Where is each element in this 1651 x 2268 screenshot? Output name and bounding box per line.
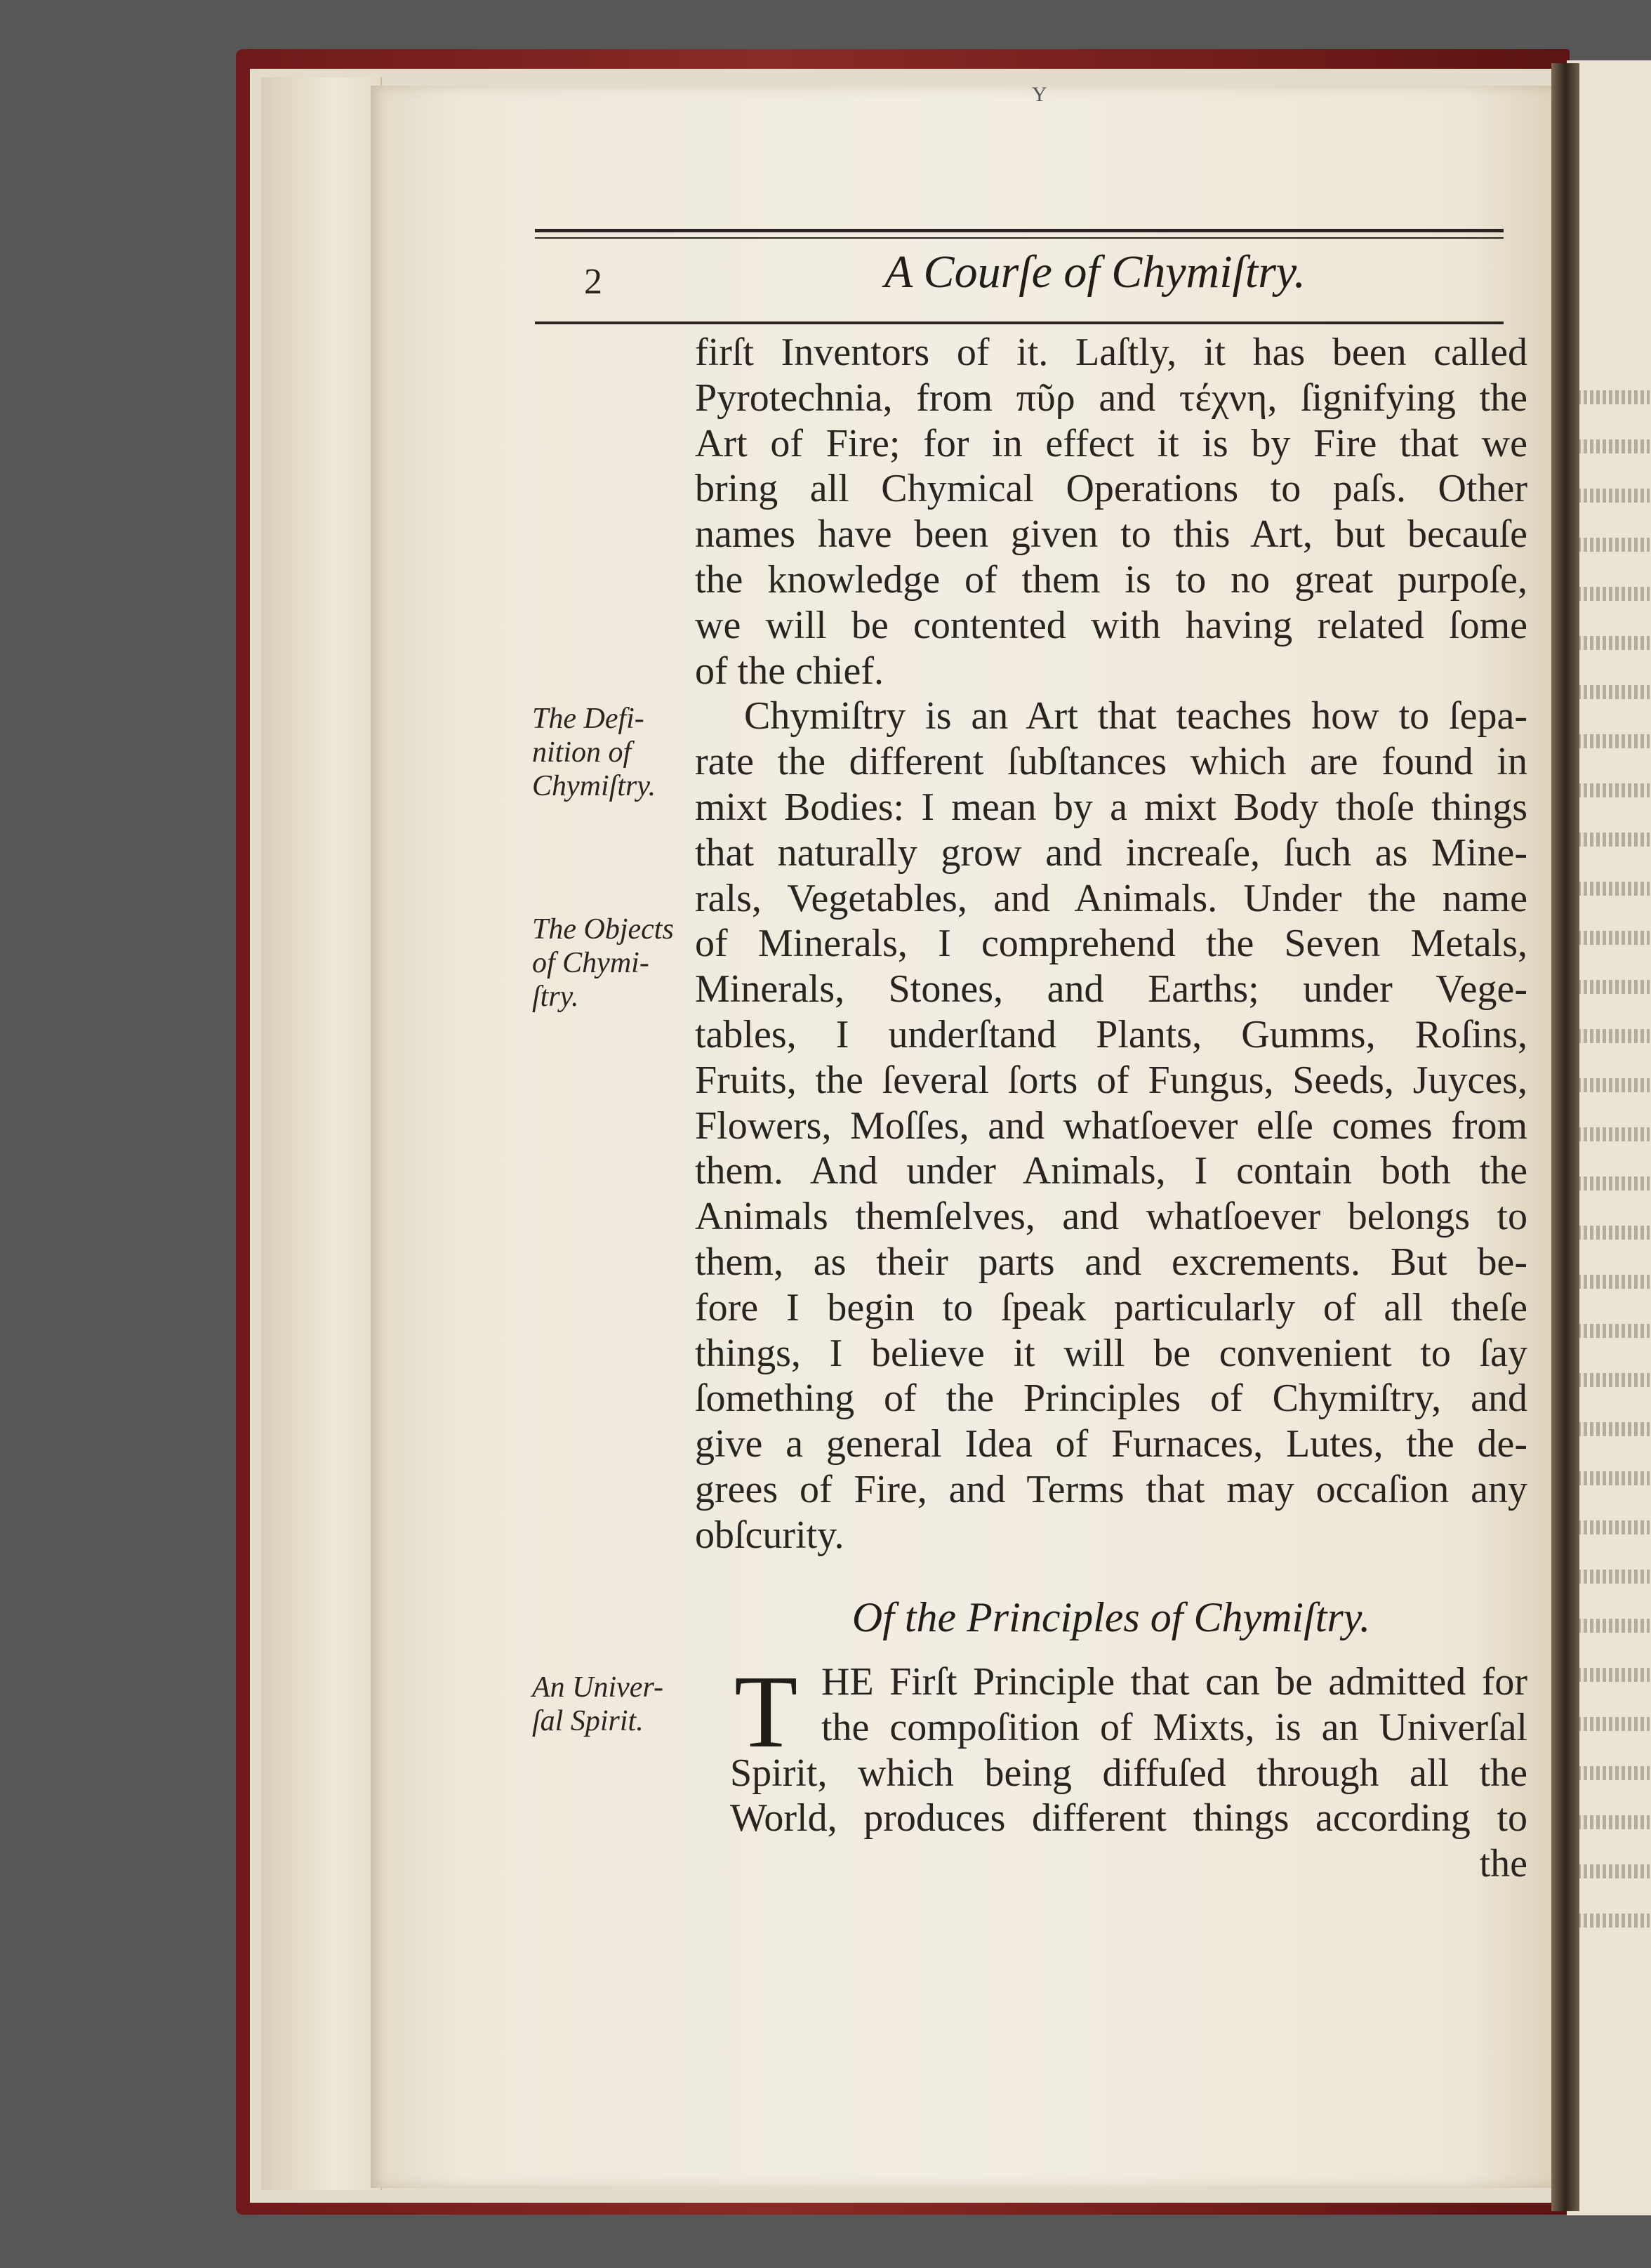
text-line: Flowers, Moſſes, and whatſoever elſe comes from [695, 1103, 1527, 1148]
text-line: World, produces different things according to [730, 1796, 1527, 1841]
sidenote-definition [532, 702, 679, 803]
section-heading: Of the Principles of Chymiſtry. [851, 1594, 1371, 1640]
text-line: Fruits, the ſeveral ſorts of Fungus, Seeds, Juyces, [695, 1058, 1527, 1102]
text-line: we will be contented with having related ſome [695, 603, 1527, 647]
section-text [730, 1654, 1527, 1887]
signature-mark: Y [1032, 83, 1047, 106]
sidenote-line: The Objects [532, 913, 674, 946]
sidenote-line: ſtry. [532, 981, 579, 1013]
text-line: mixt Bodies: I mean by a mixt Body thoſe things [695, 785, 1527, 829]
page-edges [261, 77, 382, 2190]
facing-page-edge [1567, 60, 1651, 2215]
text-line: names have been given to this Art, but becauſe [695, 512, 1527, 557]
drop-cap: T [734, 1654, 798, 1770]
text-line: Chymiſtry is an Art that teaches how to ſepa- [744, 694, 1527, 738]
sidenote-line: of Chymi- [532, 947, 649, 979]
sidenote-universal-spirit [532, 1671, 679, 1738]
text-line: firſt Inventors of it. Laſtly, it has been called [695, 331, 1527, 374]
text-line: fore I begin to ſpeak particularly of all theſe [695, 1285, 1527, 1329]
text-line: the compoſition of Mixts, is an Univerſal [821, 1705, 1527, 1749]
head-rule [535, 229, 1504, 232]
text-line: that naturally grow and increaſe, ſuch as Mine- [695, 830, 1527, 875]
text-line: the knowledge of them is to no great purpoſe, [695, 557, 1527, 602]
sidenote-line: Chymiſtry. [532, 770, 656, 802]
text-line: them. And under Animals, I contain both the [695, 1149, 1527, 1193]
text-line: Animals themſelves, and whatſoever belongs to [695, 1195, 1527, 1239]
text-line: them, as their parts and excrements. But be- [695, 1240, 1527, 1284]
text-line: things, I believe it will be convenient to ſay [695, 1331, 1527, 1375]
text-line: Art of Fire; for in effect it is by Fire that we [695, 421, 1527, 465]
text-line: ſomething of the Principles of Chymiſtry, and [695, 1377, 1527, 1421]
sidenote-line: nition of [532, 736, 632, 769]
text-line: tables, I underſtand Plants, Gumms, Roſins, [695, 1012, 1527, 1056]
running-title: A Courſe of Chymiſtry. [884, 246, 1306, 298]
head-rule-thin [535, 237, 1504, 239]
text-line: obſcurity. [695, 1513, 844, 1557]
sidenote-objects [532, 913, 679, 1014]
body-text [695, 330, 1527, 1558]
header-underline [535, 321, 1504, 324]
page-number: 2 [584, 262, 602, 302]
text-line: bring all Chymical Operations to paſs. Other [695, 467, 1527, 511]
text-line: of the chief. [695, 649, 884, 693]
text-line: give a general Idea of Furnaces, Lutes, the de- [695, 1422, 1527, 1466]
sidenote-line: An Univer- [532, 1671, 663, 1704]
text-line: rals, Vegetables, and Animals. Under the name [695, 876, 1527, 920]
text-line: of Minerals, I comprehend the Seven Metals, [695, 922, 1527, 966]
sidenote-line: ſal Spirit. [532, 1705, 644, 1737]
text-line: Pyrotechnia, from πῦρ and τέχνη, ſignifying the [695, 376, 1527, 420]
text-line: Spirit, which being diffuſed through all the [730, 1751, 1527, 1795]
text-line: grees of Fire, and Terms that may occaſion any [695, 1467, 1527, 1511]
catchword: the [1479, 1842, 1527, 1886]
text-line: Minerals, Stones, and Earths; under Vege- [695, 967, 1527, 1012]
book-gutter [1551, 63, 1579, 2211]
sidenote-line: The Defi- [532, 703, 644, 735]
text-line: HE Firſt Principle that can be admitted for [821, 1660, 1527, 1704]
text-line: rate the different ſubſtances which are found in [695, 740, 1527, 784]
